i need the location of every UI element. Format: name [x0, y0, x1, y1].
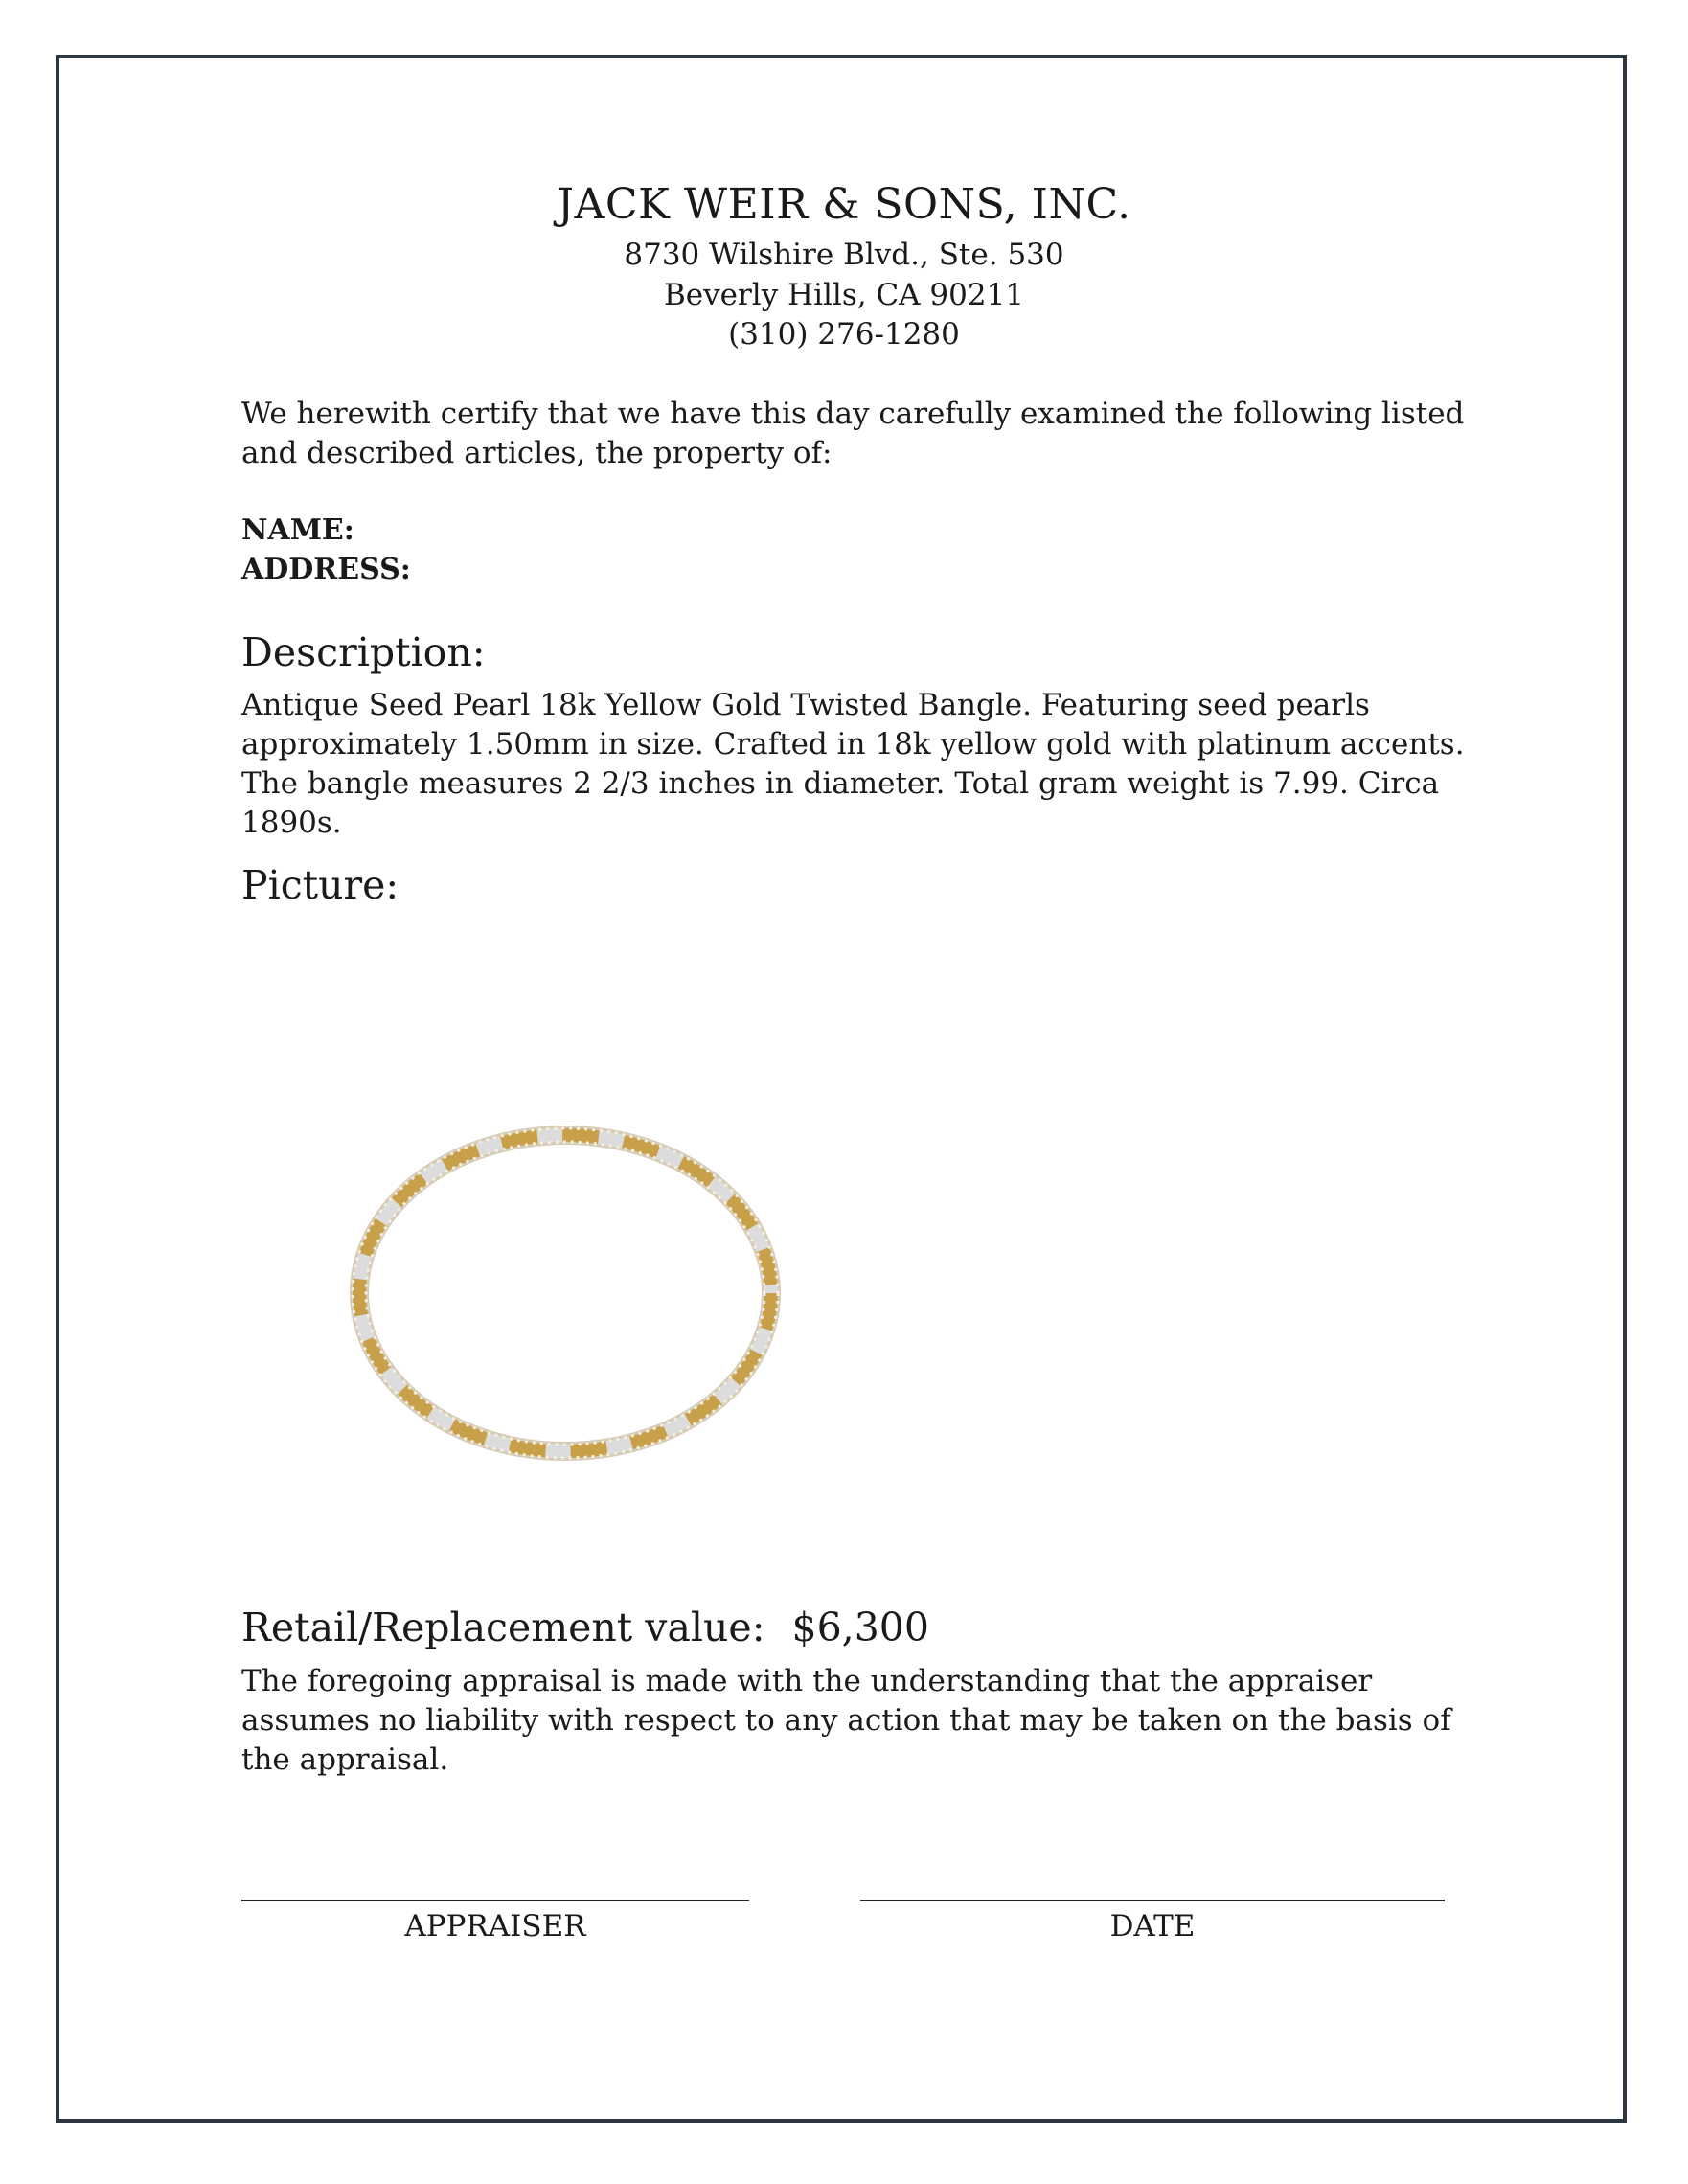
- valuation-label: Retail/Replacement value:: [241, 1604, 765, 1650]
- name-label: NAME:: [241, 513, 354, 547]
- page-border: [56, 55, 1627, 2123]
- picture-title: Picture:: [241, 862, 399, 908]
- appraiser-signature-line: [241, 1900, 749, 1901]
- appraiser-label: APPRAISER: [404, 1909, 586, 1944]
- company-phone: (310) 276-1280: [728, 317, 960, 352]
- bangle-photo: [335, 1102, 795, 1485]
- date-signature-line: [860, 1900, 1445, 1901]
- company-address-line1: 8730 Wilshire Blvd., Ste. 530: [624, 238, 1064, 272]
- date-label: DATE: [1109, 1909, 1196, 1944]
- address-label: ADDRESS:: [241, 553, 411, 586]
- company-address-line2: Beverly Hills, CA 90211: [663, 278, 1025, 312]
- company-name: JACK WEIR & SONS, INC.: [557, 180, 1131, 229]
- valuation-line: [241, 1604, 929, 1650]
- description-body: Antique Seed Pearl 18k Yellow Gold Twisted Bangle. Featuring seed pearls approximately 1.50mm in size. Crafted in 18k yellow gold with platinum accents. The bangle measures 2 2/3 inches in diameter. Total gram weight is 7.99. Circa 1890s.: [241, 688, 1465, 840]
- description-title: Description:: [241, 629, 486, 675]
- certification-statement: We herewith certify that we have this day carefully examined the following listed and described articles, the property of:: [241, 397, 1465, 470]
- valuation-amount: $6,300: [791, 1604, 929, 1650]
- disclaimer: The foregoing appraisal is made with the understanding that the appraiser assumes no liability with respect to any action that may be taken on the basis of the appraisal.: [241, 1664, 1451, 1777]
